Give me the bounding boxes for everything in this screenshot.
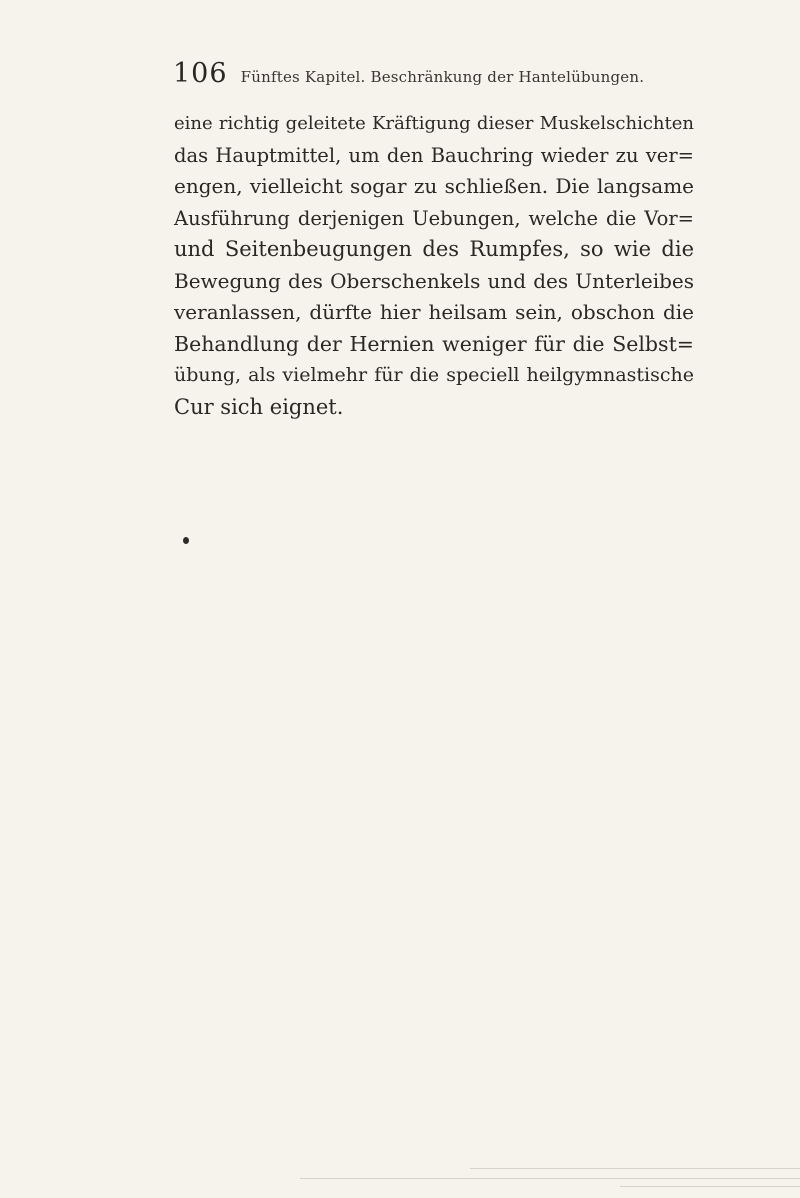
text-line: das Hauptmittel, um den Bauchring wieder zu ver= xyxy=(174,143,694,167)
body-paragraph xyxy=(174,108,694,423)
page-edge-line xyxy=(470,1168,800,1169)
running-head xyxy=(173,58,713,98)
text-line: und Seitenbeugungen des Rumpfes, so wie die xyxy=(174,237,694,261)
text-line: Cur sich eignet. xyxy=(174,394,344,419)
page-number: 106 xyxy=(173,58,228,89)
text-line: engen, vielleicht sogar zu schließen. Die langsame xyxy=(174,174,694,198)
ink-speck xyxy=(183,537,189,544)
text-line: eine richtig geleitete Kräftigung dieser Muskelschichten xyxy=(174,113,694,134)
text-line: Ausführung derjenigen Uebungen, welche die Vor= xyxy=(174,206,694,230)
text-line: übung, als vielmehr für die speciell heilgymnastische xyxy=(174,364,694,386)
text-line: Bewegung des Oberschenkels und des Unterleibes xyxy=(174,268,694,293)
text-line: Behandlung der Hernien weniger für die Selbst= xyxy=(174,331,694,356)
text-line: veranlassen, dürfte hier heilsam sein, obschon die xyxy=(174,300,694,324)
page-edge-line xyxy=(300,1178,800,1179)
running-title: Fünftes Kapitel. Beschränkung der Hantelübungen. xyxy=(240,68,645,86)
page-edge-line xyxy=(620,1186,800,1187)
